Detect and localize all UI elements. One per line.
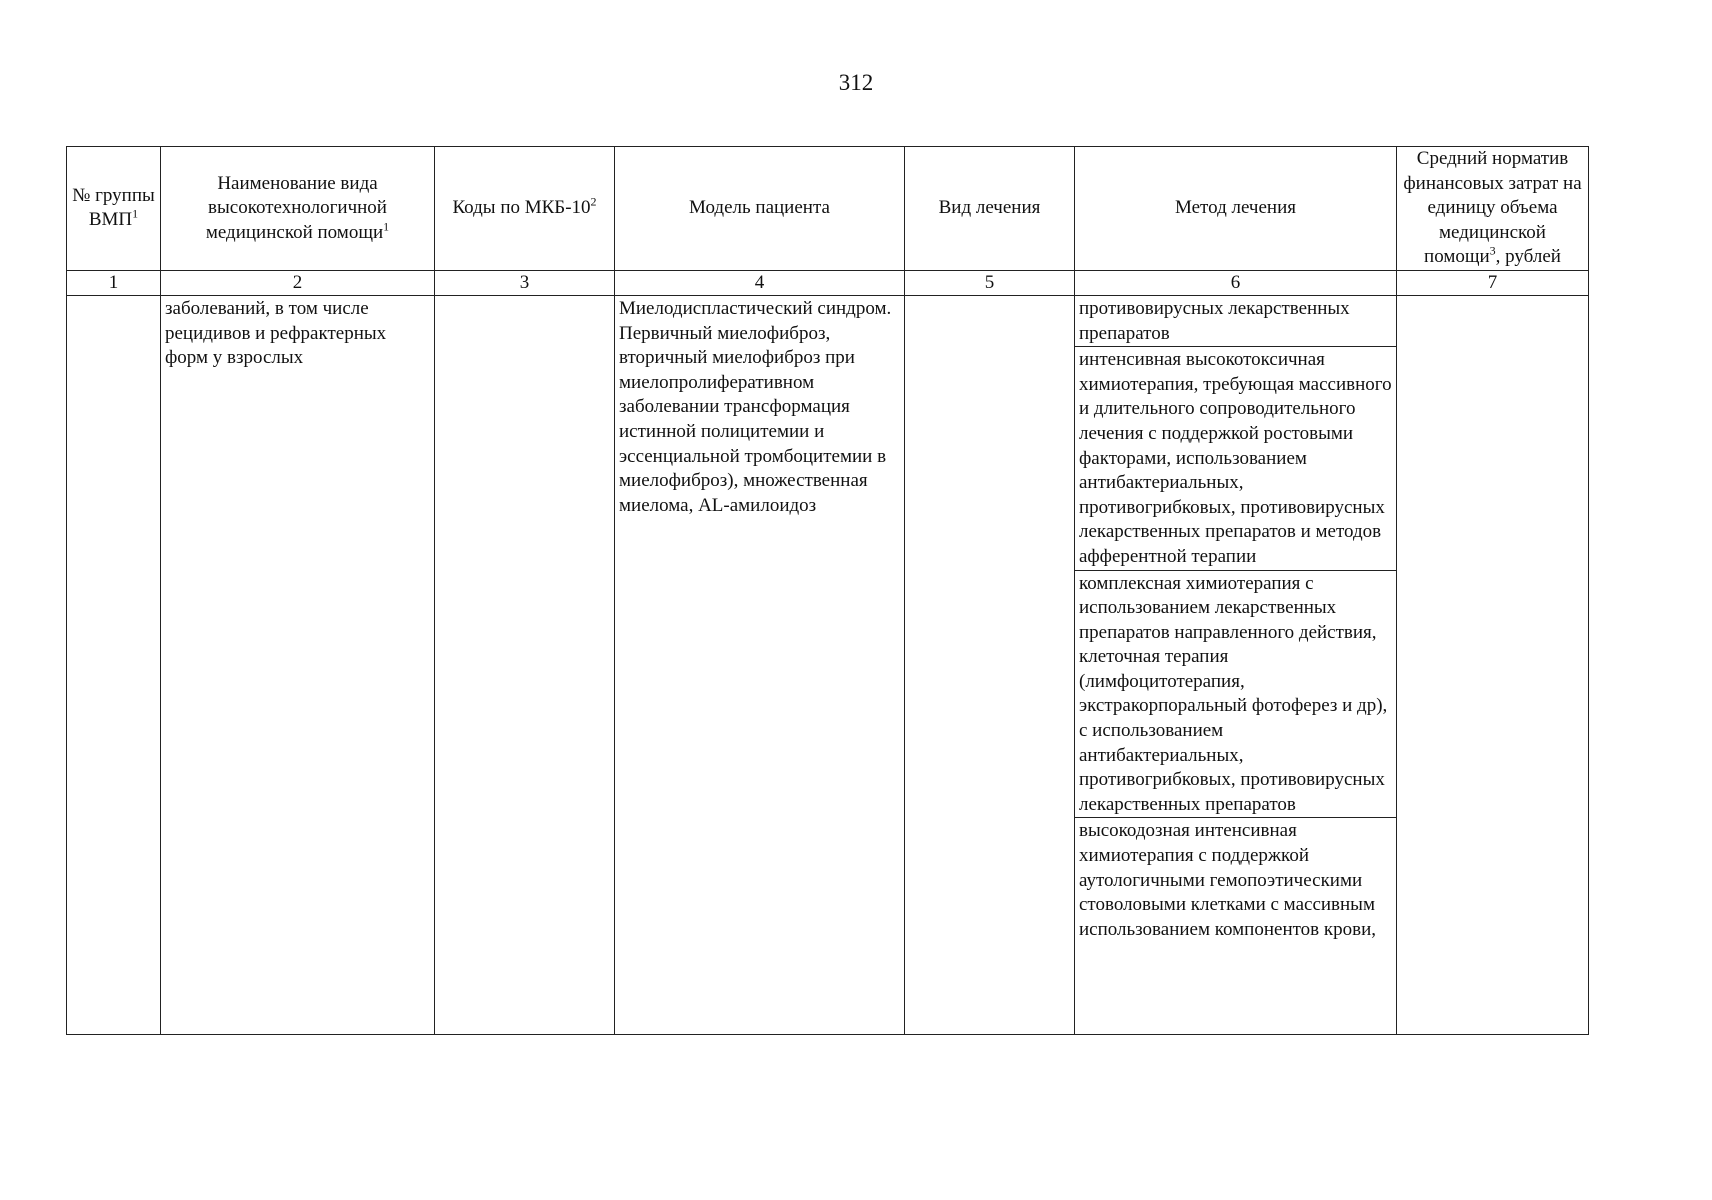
- treatment-method-item: противовирусных лекарственных препаратов: [1075, 296, 1396, 347]
- column-number: 5: [905, 270, 1075, 295]
- column-number: 1: [67, 270, 161, 295]
- column-number: 4: [615, 270, 905, 295]
- table-row: [67, 295, 1589, 1034]
- header-icd-codes: Коды по МКБ-$10^2$: [435, 147, 615, 271]
- column-number: 2: [161, 270, 435, 295]
- treatment-method-item: интенсивная высокотоксичная химиотерапия, требующая массивного и длительного сопроводительного лечения с поддержкой ростовыми факторами, использованием антибактериальных, противогрибковых, противовирусных лекарственных препаратов и методов афферентной терапии: [1075, 347, 1396, 570]
- cell-icd-codes: [435, 295, 615, 1034]
- header-care-name: Наименование вида высокотехнологичной медицинской помощи$^1$: [161, 147, 435, 271]
- header-cost-norm: Средний норматив финансовых затрат на единицу объема медицинской помощи$^3$, рублей: [1397, 147, 1589, 271]
- treatment-method-item: высокодозная интенсивная химиотерапия с поддержкой аутологичными гемопоэтическими стоволовыми клетками с массивным использованием компонентов крови,: [1079, 820, 1377, 940]
- header-treatment-method: Метод лечения: [1075, 147, 1397, 271]
- cell-treatment-methods: [1075, 295, 1397, 1034]
- page-number: 312: [838, 70, 874, 95]
- treatment-method-item: комплексная химиотерапия с использованием лекарственных препаратов направленного действия, клеточная терапия (лимфоцитотерапия, экстракорпоральный фотоферез и др), с использованием антибактериальных, противогрибковых, противовирусных лекарственных препаратов: [1075, 571, 1396, 819]
- cell-group-no: [67, 295, 161, 1034]
- cell-treatment-type: [905, 295, 1075, 1034]
- header-group-no: № группы ВМП$^1$: [67, 147, 161, 271]
- medical-care-table: [66, 146, 1589, 1035]
- column-number: 3: [435, 270, 615, 295]
- column-number: 7: [1397, 270, 1589, 295]
- header-treatment-type: Вид лечения: [905, 147, 1075, 271]
- header-patient-model: Модель пациента: [615, 147, 905, 271]
- column-number: 6: [1075, 270, 1397, 295]
- cell-care-name: заболеваний, в том числе рецидивов и рефрактерных форм у взрослых: [161, 295, 435, 1034]
- cell-patient-model: Миелодиспластический синдром. Первичный миелофиброз, вторичный миелофиброз при миелопролиферативном заболевании трансформация истинной полицитемии и эссенциальной тромбоцитемии в миелофиброз), множественная миелома, AL-амилоидоз: [615, 295, 905, 1034]
- table-header-row: [67, 147, 1589, 271]
- column-number-row: [67, 270, 1589, 295]
- cell-cost-norm: [1397, 295, 1589, 1034]
